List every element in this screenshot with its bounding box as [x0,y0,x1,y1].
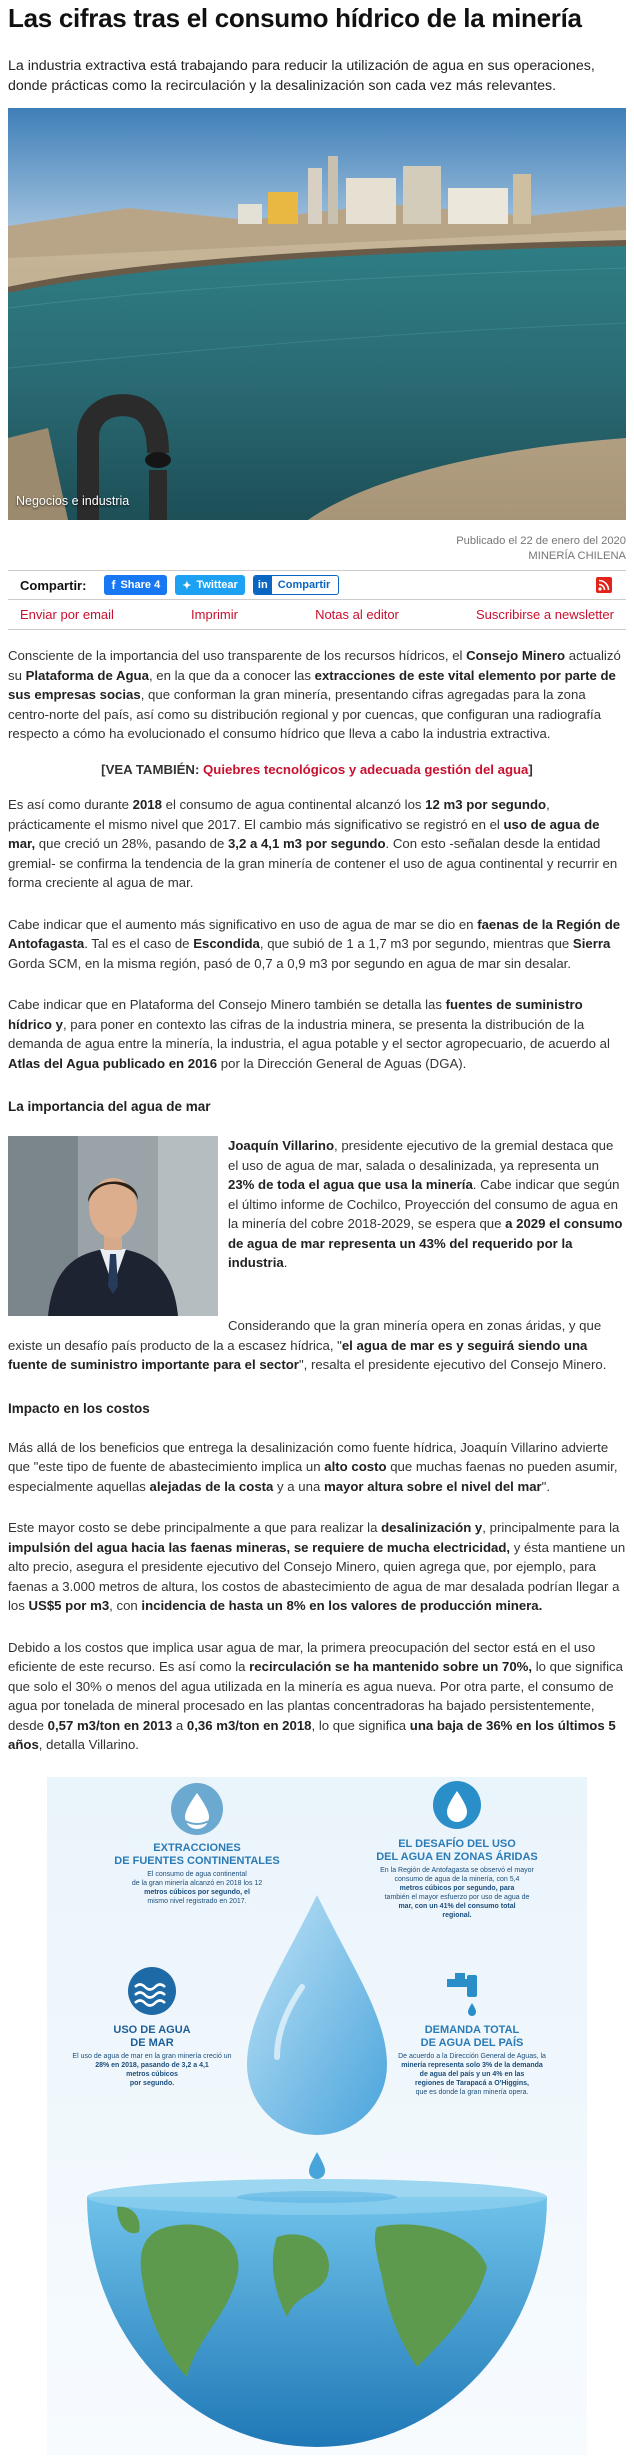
article-actions [8,600,626,630]
newsletter-link[interactable]: Suscribirse a newsletter [475,607,614,622]
paragraph: Es así como durante 2018 el consumo de agua continental alcanzó los 12 m3 por segundo, prácticamente el mismo nivel que 2017. El cambio más significativo se registró en el uso de agua de mar, que creció un 28%, pasando de 3,2 a 4,1 m3 por segundo. Con esto -señalan desde la entidad gremial- se confirma la tendencia de la gran minería de contener el uso de agua continental y recurrir en forma creciente al agua de mar. [8,797,618,890]
see-also: [VEA TAMBIÉN: Quiebres tecnológicos y adecuada gestión del agua] [101,761,533,777]
sea-waves-icon [128,1967,176,2015]
info-block-4-line: de agua del país y un 4% en las [419,2070,525,2078]
interview-text: Joaquín Villarino, presidente ejecutivo de la gremial destaca que el uso de agua de mar, salada o desalinizada, ya representa un 23% de toda el agua que usa la minería. Cabe indicar que según el último informe de Cochilco, Proyección del consumo de agua en la minería del cobre 2018-2029, se espera que a 2029 el consumo de agua de mar representa un 43% del requerido por la industria. [228,1138,623,1270]
hero-caption: Negocios e industria [16,494,130,508]
info-block-1-line: de la gran minería alcanzó en 2018 los 12 [131,1879,263,1887]
paragraph: Cabe indicar que el aumento más significativo en uso de agua de mar se dio en faenas de la Región de Antofagasta. Tal es el caso de Escondida, que subió de 1 a 1,7 m3 por segundo, mientras que Sierra Gorda SCM, en la misma región, pasó de 0,7 a 0,9 m3 por segundo en agua de mar sin desalar. [8,916,621,971]
info-block-3-line: por segundo. [129,2079,175,2087]
info-block-4-title-1: DEMANDA TOTAL [424,2023,520,2036]
info-block-3-line: El uso de agua de mar en la gran minería creció un [72,2052,232,2060]
see-also-link[interactable]: Quiebres tecnológicos y adecuada gestión del agua [203,761,529,777]
publish-date: Publicado el 22 de enero del 2020 [456,535,626,547]
info-block-2-line: regional. [442,1911,472,1919]
water-pool-photo [8,108,626,520]
faucet-drop-icon [171,1783,223,1835]
info-block-2-line: metros cúbicos por segundo, para [399,1884,515,1892]
info-block-2-line: consumo de agua de la minería, con 5,4 [394,1875,520,1883]
facebook-icon: f [111,578,116,592]
twitter-share-label: Twittear [196,579,238,591]
info-block-4-line: De acuerdo a la Dirección General de Aguas, la [398,2052,546,2060]
info-block-4-title-2: DE AGUA DEL PAÍS [420,2036,524,2049]
info-block-1-line: El consumo de agua continental [147,1870,247,1878]
info-block-2-line: En la Región de Antofagasta se observó el mayor [380,1866,534,1874]
info-block-1-title-2: DE FUENTES CONTINENTALES [114,1854,280,1867]
info-block-3-line: 28% en 2018, pasando de 3,2 a 4,1 [95,2061,209,2069]
info-block-4-line: que es donde la gran minería opera. [415,2088,529,2096]
portrait-photo [8,1136,218,1316]
info-block-2-title-1: EL DESAFÍO DEL USO [398,1837,516,1850]
rss-icon[interactable] [596,577,612,593]
info-block-1-line: metros cúbicos por segundo, el [144,1888,250,1896]
paragraph: Debido a los costos que implica usar agua de mar, la primera preocupación del sector está en el uso eficiente de este recurso. Es así como la recirculación se ha mantenido sobre un 70%, lo que significa que solo el 30% o menos del agua utilizada en la minería es agua nueva. Por otra parte, el consumo de agua por tonelada de mineral procesado en las plantas concentradoras ha bajado persistentemente, desde 0,57 m3/ton en 2013 a 0,36 m3/ton en 2018, lo que significa una baja de 36% en los últimos 5 años, detalla Villarino. [8,1639,623,1752]
info-block-3-title-1: USO DE AGUA [113,2023,191,2036]
article-title: Las cifras tras el consumo hídrico de la minería [8,3,582,33]
info-block-1-title-1: EXTRACCIONES [153,1841,241,1854]
info-block-2-line: también el mayor esfuerzo por uso de agua de [384,1893,530,1901]
email-link[interactable]: Enviar por email [20,607,114,622]
info-block-3-title-2: DE MAR [130,2036,174,2049]
article-lead: La industria extractiva está trabajando para reducir la utilización de agua en sus operaciones, donde prácticas como la recirculación y la desalinización son cada vez más relevantes. [8,58,595,94]
editor-notes-link[interactable]: Notas al editor [315,607,399,622]
paragraph: Considerando que la gran minería opera en zonas áridas, y que existe un desafío país producto de la a escasez hídrica, "el agua de mar es y seguirá siendo una fuente de suministro importante para el sector", resalta el presidente ejecutivo del Consejo Minero. [8,1318,607,1372]
paragraph: Más allá de los beneficios que entrega la desalinización como fuente hídrica, Joaquín Villarino advierte que "este tipo de fuente de abastecimiento implica un alto costo que muchas faenas no pueden asumir, especialmente aquellas alejadas de la costa y a una mayor altura sobre el nivel del mar". [8,1439,618,1494]
info-block-4-line: minería representa solo 3% de la demanda [401,2061,543,2069]
paragraph: Consciente de la importancia del uso transparente de los recursos hídricos, el Consejo Minero actualizó su Plataforma de Agua, en la que da a conocer las extracciones de este vital elemento por parte de sus empresas socias, que conforman la gran minería, presentando cifras agregadas para la zona centro-norte del país, así como su distribución regional y por cuencas, que configuran una radiografía respecto a cómo ha evolucionado el consumo hídrico que lleva a cabo la industria extractiva. [8,648,621,741]
hero-image [8,108,626,520]
twitter-share-button[interactable] [175,575,245,595]
publication-info [8,534,626,564]
linkedin-share-label: Compartir [277,579,331,591]
twitter-icon: ✦ [182,579,192,592]
info-block-4-line: regiones de Tarapacá a O'Higgins, [415,2079,529,2087]
paragraph: Este mayor costo se debe principalmente a que para realizar la desalinización y, principalmente para la impulsión del agua hacia las faenas mineras, se requiere de mucha electricidad, y ésta mantiene un alto precio, asegura el presidente ejecutivo del Consejo Minero, quien agrega que, por ejemplo, para faenas a 3.000 metros de altura, los costos de abastecimiento de agua de mar desalada podrían llegar a los US$5 por m3, con incidencia de hasta un 8% en los valores de producción minera. [8,1520,626,1613]
share-bar [8,570,626,600]
print-link[interactable]: Imprimir [191,607,238,622]
section-heading: La importancia del agua de mar [8,1099,211,1114]
facebook-share-label: Share 4 [120,579,161,591]
section-heading: Impacto en los costos [8,1400,150,1416]
publication-source: MINERÍA CHILENA [528,550,626,562]
platform-link[interactable]: Plataforma de Agua [25,667,149,683]
info-block-3-line: metros cúbicos [126,2070,178,2078]
interview-block [8,1136,626,1316]
info-block-2-title-2: DEL AGUA EN ZONAS ÁRIDAS [376,1850,538,1863]
facebook-share-button[interactable] [104,575,167,595]
linkedin-icon: in [254,576,272,594]
paragraph: Cabe indicar que en Plataforma del Consejo Minero también se detalla las fuentes de suministro hídrico y, para poner en contexto las cifras de la industria minera, se presenta la distribución de la demanda de agua entre la minería, la industria, el agua potable y el sector agropecuario, de acuerdo al Atlas del Agua publicado en 2016 por la Dirección General de Aguas (DGA). [8,997,610,1071]
water-drop-icon [433,1781,481,1829]
info-block-1-line: mismo nivel registrado en 2017. [147,1897,247,1905]
info-block-2-line: mar, con un 41% del consumo total [398,1902,516,1910]
linkedin-share-button[interactable] [253,575,340,595]
share-label: Compartir: [20,577,87,593]
article-body [8,646,626,1755]
infographic [47,1777,587,2455]
